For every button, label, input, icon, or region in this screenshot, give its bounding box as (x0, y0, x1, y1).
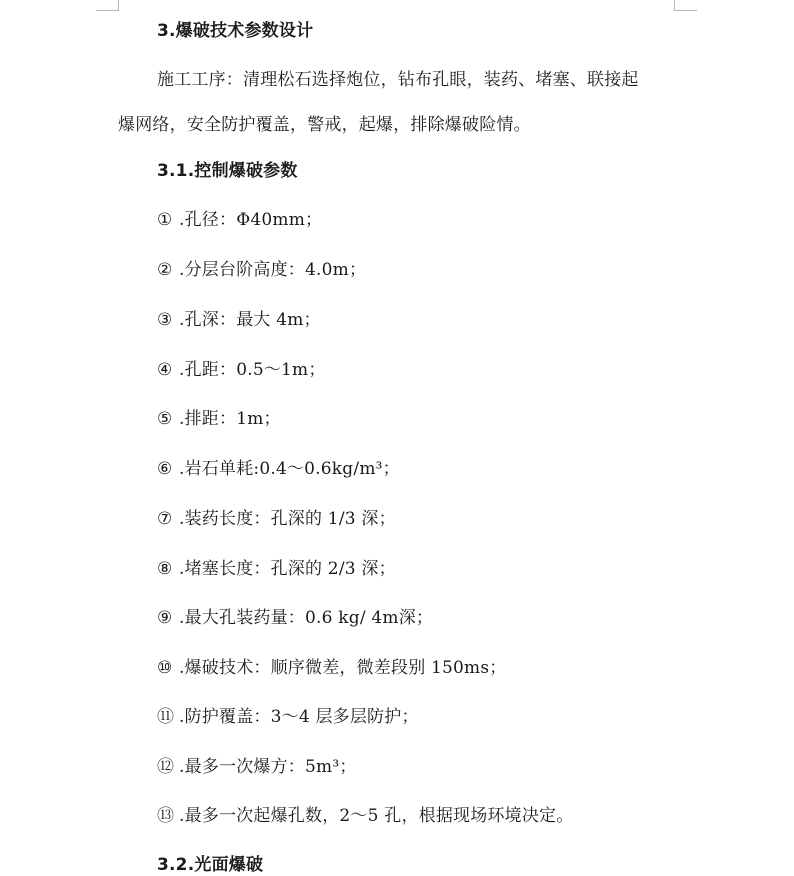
page-margin-corner-left (96, 0, 119, 11)
list-item-number: ⑫ (157, 757, 175, 777)
list-item-text: .最多一次起爆孔数，2～5 孔，根据现场环境决定。 (179, 806, 574, 826)
list-item (157, 706, 419, 728)
list-item-number: ⑩ (157, 658, 173, 678)
list-item-number: ⑥ (157, 459, 173, 479)
list-item-number: ⑤ (157, 409, 173, 429)
list-item-text: .最大孔装药量：0.6 kg/ 4m深； (179, 608, 434, 628)
list-item-number: ⑦ (157, 509, 173, 529)
section-heading-3-2: 3.2.光面爆破 (157, 855, 264, 875)
intro-paragraph-line-2: 爆网络，安全防护覆盖，警戒，起爆，排除爆破险情。 (118, 115, 531, 135)
list-item (157, 508, 396, 530)
list-item-number: ⑬ (157, 806, 175, 826)
list-item-text: .堵塞长度：孔深的 2/3 深； (179, 559, 396, 579)
list-item-number: ② (157, 260, 173, 280)
list-item-number: ③ (157, 310, 173, 330)
list-item-text: .排距：1m； (179, 409, 281, 429)
list-item-number: ⑧ (157, 559, 173, 579)
list-item-text: .防护覆盖：3～4 层多层防护； (179, 707, 419, 727)
list-item (157, 209, 322, 231)
list-item-text: .装药长度：孔深的 1/3 深； (179, 509, 396, 529)
list-item-text: .分层台阶高度：4.0m； (179, 260, 367, 280)
list-item-text: .最多一次爆方：5m³； (179, 757, 357, 777)
list-item (157, 458, 400, 480)
list-item-number: ① (157, 210, 173, 230)
list-item-text: .爆破技术：顺序微差，微差段别 150ms； (179, 658, 507, 678)
list-item (157, 259, 366, 281)
section-heading-3-1: 3.1.控制爆破参数 (157, 161, 298, 181)
list-item (157, 607, 433, 629)
list-item (157, 805, 573, 827)
list-item-text: .岩石单耗:0.4～0.6kg/m³； (179, 459, 400, 479)
page-margin-corner-right (674, 0, 697, 11)
list-item-text: .孔径：Φ40mm； (179, 210, 323, 230)
section-heading-3: 3.爆破技术参数设计 (157, 21, 314, 41)
list-item (157, 756, 357, 778)
list-item-number: ⑨ (157, 608, 173, 628)
list-item-number: ④ (157, 360, 173, 380)
intro-paragraph-line-1: 施工工序：清理松石选择炮位，钻布孔眼，装药、堵塞、联接起 (157, 70, 639, 90)
list-item (157, 359, 326, 381)
list-item (157, 408, 281, 430)
list-item (157, 309, 321, 331)
list-item-number: ⑪ (157, 707, 175, 727)
list-item (157, 558, 396, 580)
list-item-text: .孔距：0.5～1m； (179, 360, 326, 380)
list-item-text: .孔深：最大 4m； (179, 310, 321, 330)
list-item (157, 657, 507, 679)
